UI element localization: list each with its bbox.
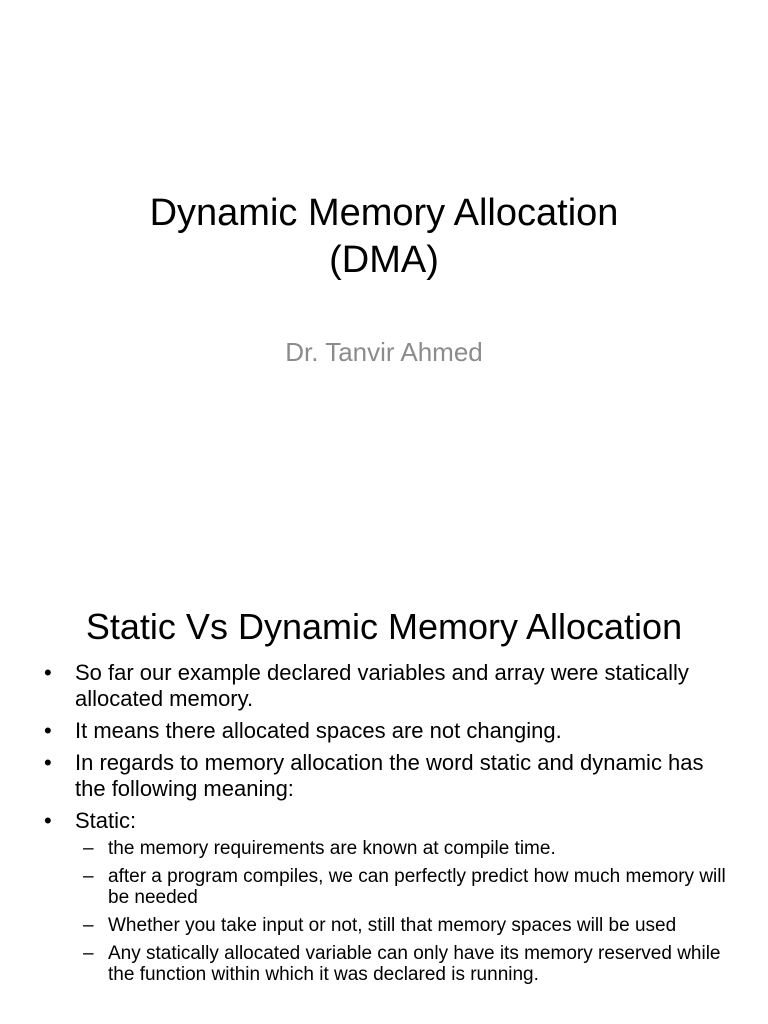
dash-icon: –	[83, 838, 94, 859]
sub-bullet-item	[75, 943, 732, 985]
author-subtitle: Dr. Tanvir Ahmed	[285, 337, 483, 367]
slide-static-vs-dynamic	[0, 576, 768, 1024]
bullet-text: So far our example declared variables and array were statically allocated memory.	[75, 660, 689, 711]
bullet-dot-icon: •	[44, 808, 52, 833]
bullet-text: It means there allocated spaces are not changing.	[75, 718, 562, 743]
sub-bullet-text: the memory requirements are known at compile time.	[108, 838, 556, 859]
bullet-item	[42, 750, 732, 802]
sub-bullet-item	[75, 915, 732, 936]
sub-bullet-text: after a program compiles, we can perfectly predict how much memory will be needed	[108, 866, 726, 908]
dash-icon: –	[83, 943, 94, 964]
bullet-list	[42, 660, 732, 992]
bullet-text: In regards to memory allocation the word static and dynamic has the following meaning:	[75, 750, 704, 801]
sub-bullet-text: Any statically allocated variable can only have its memory reserved while the function within which it was declared is running.	[108, 943, 721, 985]
bullet-text: Static:	[75, 808, 137, 833]
bullet-item	[42, 808, 732, 985]
bullet-item	[42, 718, 732, 744]
title-line-2: (DMA)	[329, 239, 439, 281]
slide-heading: Static Vs Dynamic Memory Allocation	[85, 606, 683, 647]
dash-icon: –	[83, 915, 94, 936]
bullet-dot-icon: •	[44, 750, 52, 775]
slide-title-heading	[0, 190, 768, 284]
bullet-dot-icon: •	[44, 718, 52, 743]
dash-icon: –	[83, 866, 94, 887]
title-line-1: Dynamic Memory Allocation	[149, 192, 619, 234]
sub-bullet-list	[75, 838, 732, 985]
sub-bullet-item	[75, 838, 732, 859]
bullet-dot-icon: •	[44, 660, 52, 685]
sub-bullet-item	[75, 866, 732, 908]
bullet-item	[42, 660, 732, 712]
sub-bullet-text: Whether you take input or not, still that memory spaces will be used	[108, 915, 677, 936]
